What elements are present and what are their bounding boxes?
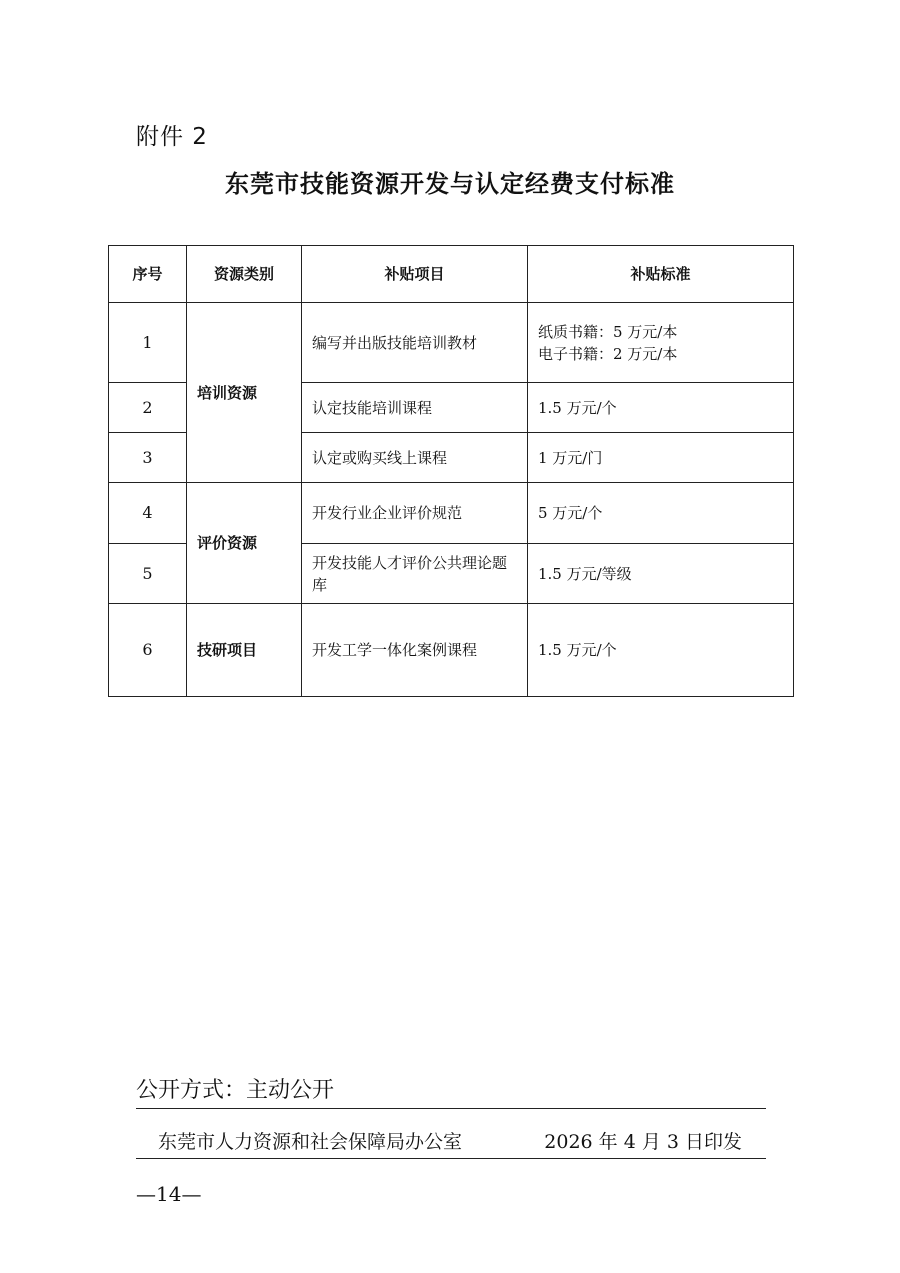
attachment-label: 附件 2 xyxy=(136,124,208,150)
category-cell: 培训资源 xyxy=(187,303,302,483)
footer-top-rule xyxy=(136,1108,766,1109)
category-cell: 技研项目 xyxy=(187,604,302,697)
header-standard: 补贴标准 xyxy=(528,246,794,303)
document-title: 东莞市技能资源开发与认定经费支付标准 xyxy=(225,169,675,198)
row-item: 编写并出版技能培训教材 xyxy=(302,303,528,383)
row-item: 认定技能培训课程 xyxy=(302,383,528,433)
table-row xyxy=(109,303,794,383)
table-row xyxy=(109,483,794,544)
row-seq: 6 xyxy=(109,604,187,697)
table-header-row xyxy=(109,246,794,303)
row-seq: 3 xyxy=(109,433,187,483)
issuing-office: 东莞市人力资源和社会保障局办公室 xyxy=(158,1131,463,1153)
row-item: 开发技能人才评价公共理论题库 xyxy=(302,544,528,604)
row-item: 开发工学一体化案例课程 xyxy=(302,604,528,697)
issue-date: 2026 年 4 月 3 日印发 xyxy=(544,1131,742,1153)
standard-line: 1.5 万元/个 xyxy=(538,398,617,417)
table-row xyxy=(109,604,794,697)
row-standard xyxy=(528,604,794,697)
footer-bottom-rule xyxy=(136,1158,766,1159)
row-item: 认定或购买线上课程 xyxy=(302,433,528,483)
row-seq: 2 xyxy=(109,383,187,433)
standard-line: 1.5 万元/个 xyxy=(538,641,617,659)
standard-line: 5 万元/个 xyxy=(538,504,603,522)
disclosure-method: 公开方式：主动公开 xyxy=(136,1078,335,1103)
row-standard xyxy=(528,303,794,383)
header-seq: 序号 xyxy=(109,246,187,303)
standard-line: 1.5 万元/等级 xyxy=(538,564,632,583)
row-standard xyxy=(528,433,794,483)
row-seq: 4 xyxy=(109,483,187,544)
standard-line: 纸质书籍：5 万元/本 xyxy=(538,322,678,341)
standard-line: 电子书籍：2 万元/本 xyxy=(538,344,678,363)
row-standard xyxy=(528,483,794,544)
row-item: 开发行业企业评价规范 xyxy=(302,483,528,544)
row-seq: 5 xyxy=(109,544,187,604)
row-seq: 1 xyxy=(109,303,187,383)
standard-line: 1 万元/门 xyxy=(538,448,603,467)
row-standard xyxy=(528,383,794,433)
subsidy-standards-table xyxy=(108,245,794,697)
header-category: 资源类别 xyxy=(187,246,302,303)
row-standard xyxy=(528,544,794,604)
category-cell: 评价资源 xyxy=(187,483,302,604)
header-item: 补贴项目 xyxy=(302,246,528,303)
page-number: —14— xyxy=(136,1182,202,1206)
